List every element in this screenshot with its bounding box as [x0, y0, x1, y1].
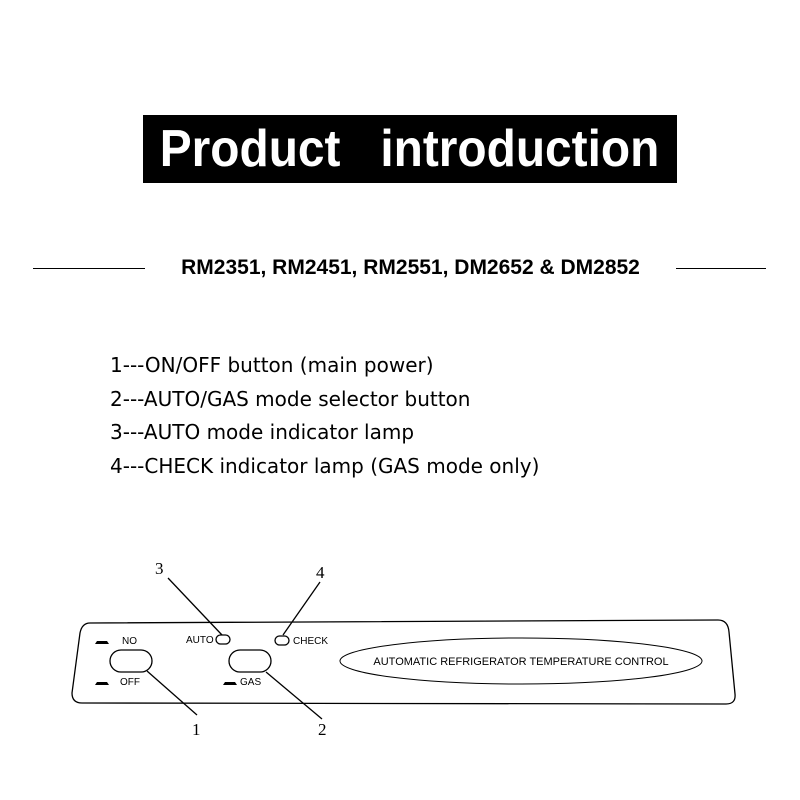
legend-item-2: 2---AUTO/GAS mode selector button — [110, 386, 471, 411]
gas-indicator-mark — [223, 682, 237, 685]
callout-number-3: 3 — [155, 559, 164, 578]
check-indicator-lamp — [275, 636, 289, 645]
control-label-text: AUTOMATIC REFRIGERATOR TEMPERATURE CONTROL — [373, 656, 669, 668]
legend-item-3: 3---AUTO mode indicator lamp — [110, 420, 415, 444]
page-title: Product introduction — [160, 120, 660, 178]
on-off-button[interactable] — [110, 650, 152, 672]
auto-indicator-lamp — [216, 635, 230, 644]
model-list: RM2351, RM2451, RM2551, DM2652 & DM2852 — [181, 256, 640, 279]
auto-label: AUTO — [186, 635, 214, 646]
legend-item-1: 1---ON/OFF button (main power) — [110, 353, 434, 377]
no-label: NO — [122, 636, 137, 647]
gas-label: GAS — [240, 677, 262, 688]
check-label: CHECK — [293, 636, 329, 647]
no-indicator-mark — [95, 641, 109, 644]
auto-gas-selector-button[interactable] — [229, 650, 271, 672]
legend-item-4: 4---CHECK indicator lamp (GAS mode only) — [110, 453, 540, 478]
callout-number-2: 2 — [318, 720, 327, 739]
off-indicator-mark — [95, 682, 109, 685]
off-label: OFF — [120, 677, 140, 688]
callout-number-1: 1 — [192, 720, 201, 739]
callout-number-4: 4 — [316, 563, 325, 582]
